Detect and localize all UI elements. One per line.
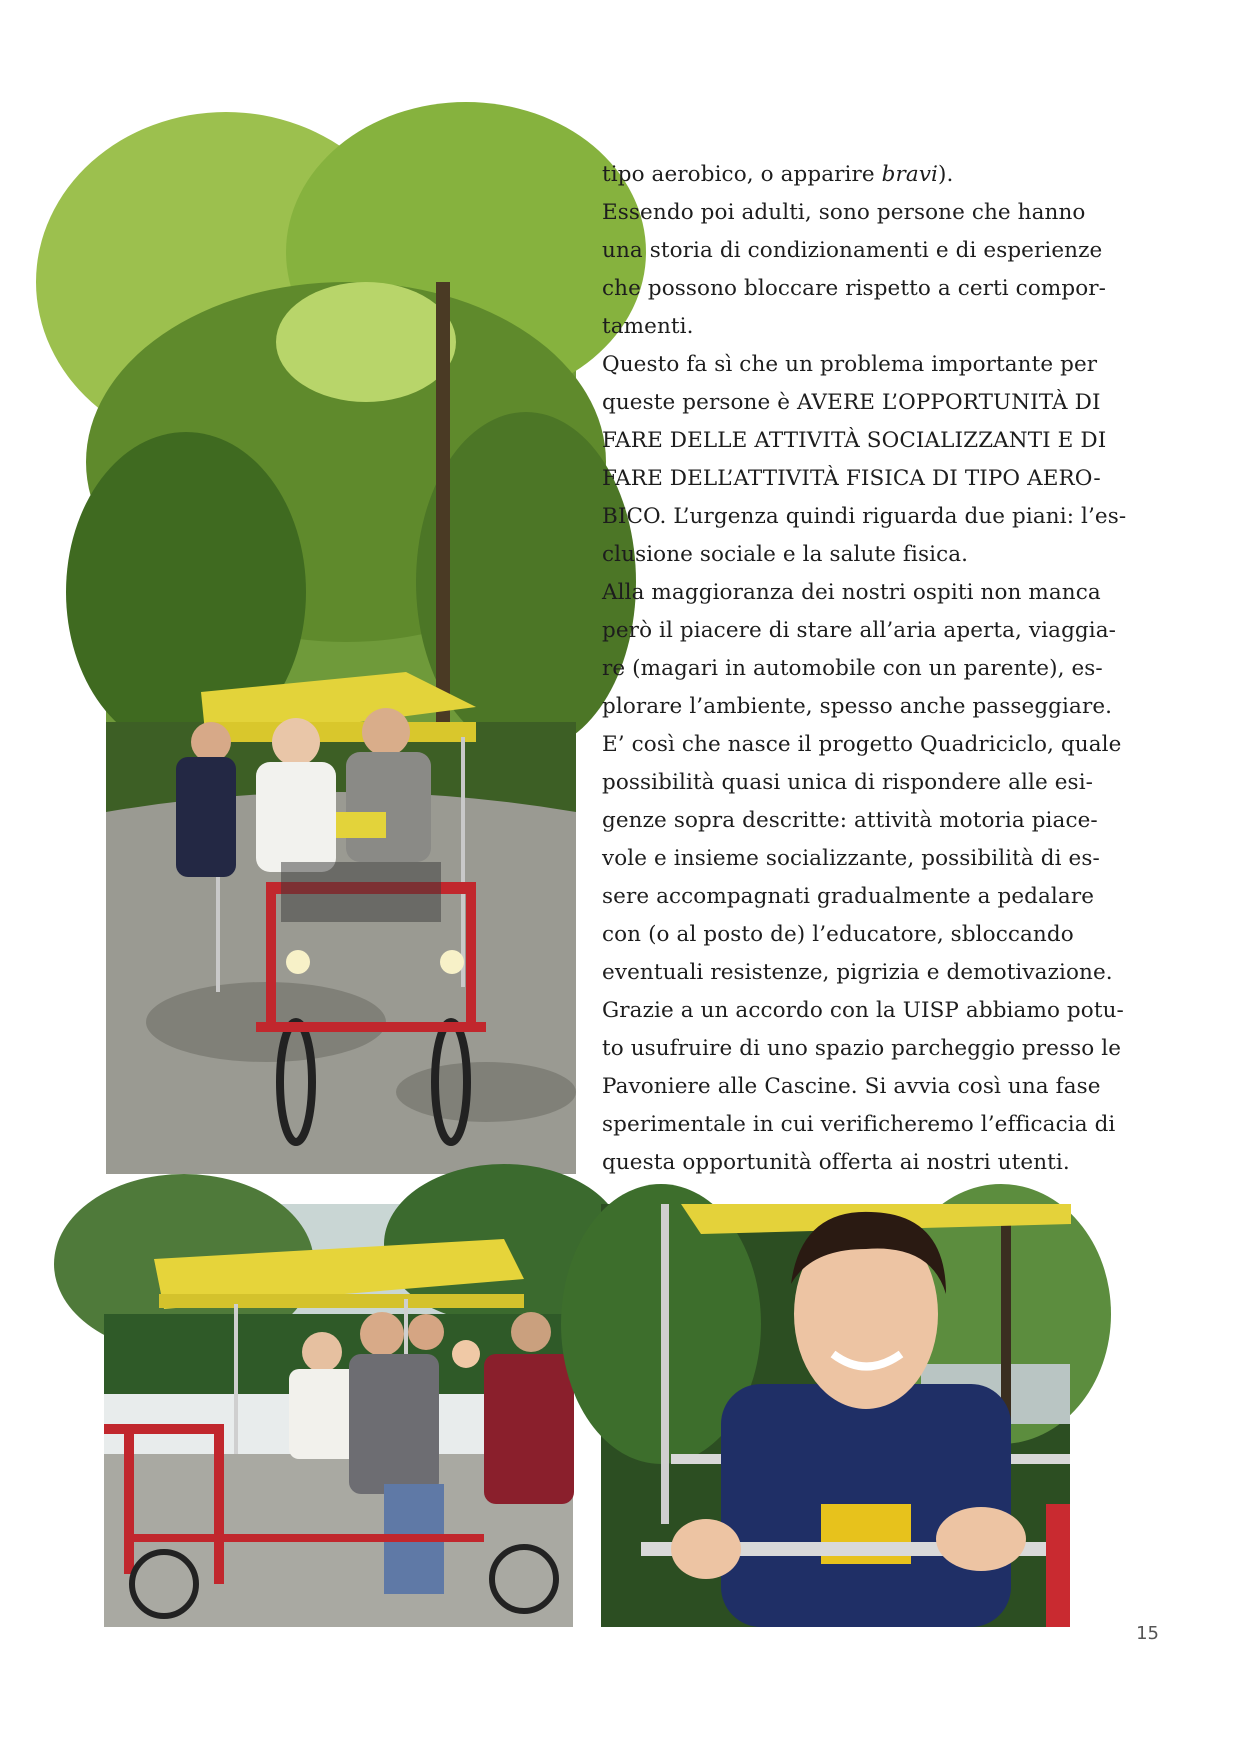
text-line-27: questa opportunità offerta ai nostri utenti. [602,1150,1070,1175]
text-line-21: con (o al posto de) l’educatore, sbloccando [602,922,1074,947]
smiling-rider-image [601,1204,1070,1627]
text-line-18: genze sopra descritte: attività motoria piace- [602,808,1098,833]
text-line-25: Pavoniere alle Cascine. Si avvia così una fase [602,1074,1101,1099]
text-line-23: Grazie a un accordo con la UISP abbiamo potu- [602,998,1124,1023]
text-line-14: re (magari in automobile con un parente), es- [602,656,1103,681]
page-number: 15 [1136,1623,1159,1644]
group-riding-image [104,1204,573,1627]
text-line-22: eventuali resistenze, pigrizia e demotivazione. [602,960,1113,985]
text-line-16: E’ così che nasce il progetto Quadriciclo, quale [602,732,1122,757]
text-line-9: FARE DELL’ATTIVITÀ FISICA DI TIPO AERO- [602,466,1101,491]
text-line-3: una storia di condizionamenti e di esperienze [602,238,1103,263]
text-line-19: vole e insieme socializzante, possibilità di es- [602,846,1100,871]
text-line-2: Essendo poi adulti, sono persone che hanno [602,200,1086,225]
text-line-6: Questo fa sì che un problema importante per [602,352,1098,377]
text-line-17: possibilità quasi unica di rispondere alle esi- [602,770,1094,795]
text-line-10: BICO. L’urgenza quindi riguarda due piani: l’es- [602,504,1127,529]
text-line-11: clusione sociale e la salute fisica. [602,542,969,567]
text-line-26: sperimentale in cui verificheremo l’efficacia di [602,1112,1116,1137]
quadricycle-park-image [106,162,576,1174]
photo-smiling-rider [601,1204,1070,1627]
photo-quadricycle-park [106,162,576,1174]
text-line-5: tamenti. [602,314,694,339]
article-body [602,156,1127,1182]
text-line-7: queste persone è AVERE L’OPPORTUNITÀ DI [602,390,1101,415]
text-line-12: Alla maggioranza dei nostri ospiti non manca [602,580,1101,605]
text-line-15: plorare l’ambiente, spesso anche passeggiare. [602,694,1113,719]
text-line-1: tipo aerobico, o apparire bravi). [602,162,954,187]
text-line-20: sere accompagnati gradualmente a pedalare [602,884,1095,909]
text-line-24: to usufruire di uno spazio parcheggio presso le [602,1036,1122,1061]
text-line-8: FARE DELLE ATTIVITÀ SOCIALIZZANTI E DI [602,428,1107,453]
photo-group-riding [104,1204,573,1627]
text-line-13: però il piacere di stare all’aria aperta, viaggia- [602,618,1117,643]
text-line-4: che possono bloccare rispetto a certi compor- [602,276,1107,301]
